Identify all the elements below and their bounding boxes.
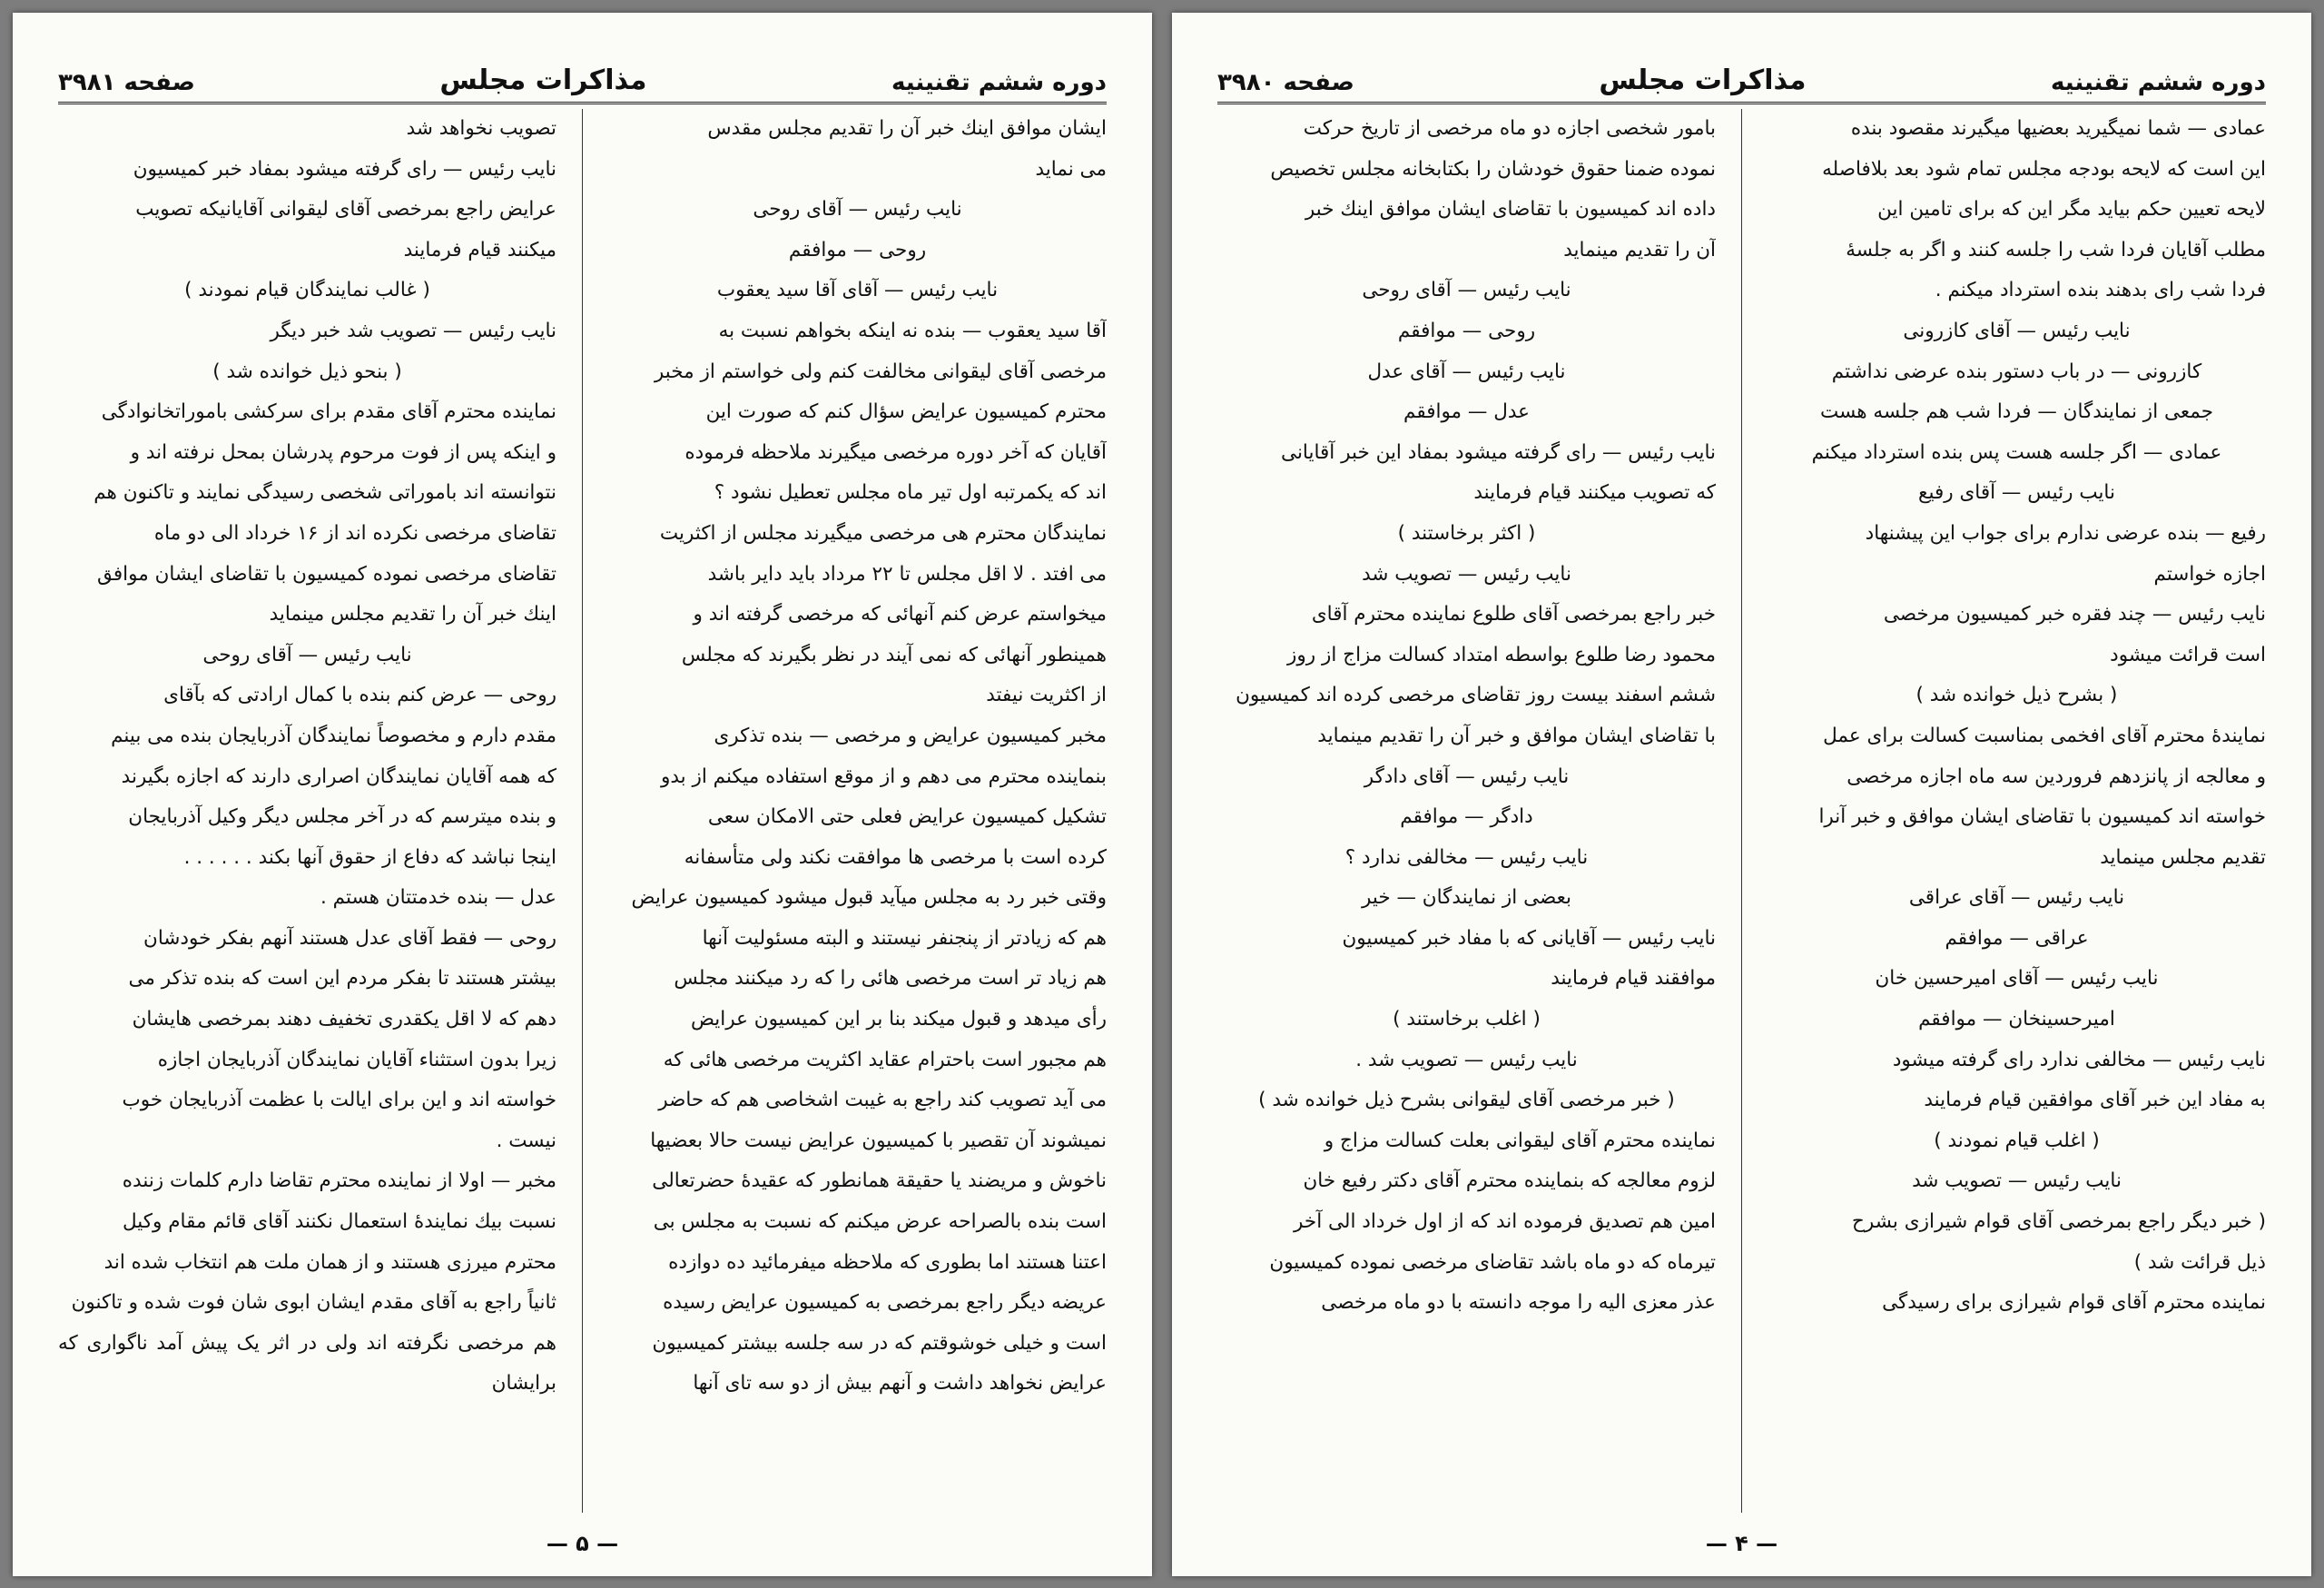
column-right <box>608 109 1107 1513</box>
text-line: نایب رئیس — آقای رفیع <box>1918 481 2115 505</box>
text-line: بعضی از نمایندگان — خیر <box>1361 886 1572 910</box>
text-line: نایب رئیس — مخالفی ندارد ؟ <box>1344 845 1589 869</box>
text-line: اند که یکمرتبه اول تیر ماه مجلس تعطیل نشود ؟ <box>714 481 1107 505</box>
text-line: می نماید <box>1035 157 1107 181</box>
text-line: عذر معزی الیه را موجه دانسته با دو ماه مرخصی <box>1321 1291 1716 1315</box>
text-line: روحی — فقط آقای عدل هستند آنهم بفکر خودشان <box>143 926 556 950</box>
text-line: تشکیل کمیسیون عرایض فعلی حتی الامکان سعی <box>707 805 1107 829</box>
text-line: روحی — موافقم <box>1397 319 1536 342</box>
text-line: روحی — موافقم <box>788 238 927 261</box>
text-line: ثانیاً راجع به آقای مقدم ایشان ابوی شان فوت شده و تاکنون <box>71 1291 556 1315</box>
text-line: محترم کمیسیون عرایض سؤال کنم که صورت این <box>705 400 1107 424</box>
text-line: که تصویب میکنند قیام فرمایند <box>1473 481 1716 505</box>
text-line: نایب رئیس — آقای روحی <box>202 643 412 666</box>
header-page-number: صفحه ۳۹۸۰ <box>1217 69 1354 96</box>
text-line: عریضه دیگر راجع بمرخصی به کمیسیون عرایض رسیده <box>663 1291 1107 1315</box>
text-line: نتوانسته اند باموراتی شخصی رسیدگی نمایند و تاکنون هم <box>94 481 556 505</box>
text-line: داده اند کمیسیون با تقاضای ایشان موافق اینك خبر <box>1305 198 1716 222</box>
text-line: بیشتر هستند تا بفکر مردم این است که بنده تذکر می <box>128 967 556 991</box>
text-line: خواسته اند و این برای ایالت با عظمت آذربایجان خوب <box>122 1089 556 1112</box>
text-line: که همه آقایان نمایندگان اصراری دارند که اجازه بگیرند <box>121 764 556 788</box>
text-line: اینك خبر آن را تقدیم مجلس مینماید <box>269 603 556 626</box>
header-title: مذاکرات مجلس <box>1599 64 1807 96</box>
text-line: هم زیاد تر است مرخصی هائی را که رد میکنند مجلس <box>674 967 1107 991</box>
text-line: اعتنا هستند اما بطوری که ملاحظه میفرمائید ده دوازده <box>668 1250 1107 1274</box>
column-divider <box>582 109 583 1513</box>
text-line: ( خبر مرخصی آقای لیقوانی بشرح ذیل خوانده شد ) <box>1258 1089 1675 1112</box>
text-line: امین هم تصدیق فرموده اند که از اول خرداد الی آخر <box>1294 1210 1716 1234</box>
text-line: نایب رئیس — آقای آقا سید یعقوب <box>716 279 999 302</box>
text-line: نایب رئیس — چند فقره خبر کمیسیون مرخصی <box>1883 603 2266 626</box>
text-line: هم مجبور است باحترام عقاید اکثریت مرخصی هائی که <box>663 1048 1107 1071</box>
text-line: آقایان که آخر دوره مرخصی میگیرند ملاحظه فرموده <box>684 440 1107 464</box>
column-divider <box>1741 109 1742 1513</box>
text-line: هم که زیادتر از پنجنفر نیستند و البته مسئولیت آنها <box>702 926 1107 950</box>
text-line: عراقی — موافقم <box>1945 926 2089 950</box>
text-line: تصویب نخواهد شد <box>406 117 556 140</box>
text-line: کرده است با مرخصی ها موافقت نکند ولی متأسفانه <box>684 845 1107 869</box>
text-line: نایب رئیس — رای گرفته میشود بمفاد این خبر آقایانی <box>1281 440 1716 464</box>
text-line: محمود رضا طلوع بواسطه امتداد کسالت مزاج از روز <box>1287 643 1716 666</box>
header-page-number: صفحه ۳۹۸۱ <box>58 69 195 96</box>
text-line: مخبر کمیسیون عرایض و مرخصی — بنده تذکری <box>714 724 1107 747</box>
page-folio: — ۵ — <box>546 1531 619 1556</box>
text-line: است و خیلی خوشوقتم که در سه جلسه بیشتر کمیسیون <box>652 1331 1107 1355</box>
text-line: نماینده محترم آقای قوام شیرازی برای رسیدگی <box>1882 1291 2266 1315</box>
text-line: ( بنحو ذیل خوانده شد ) <box>212 360 402 383</box>
text-line: نایب رئیس — رای گرفته میشود بمفاد خبر کمیسیون <box>133 157 556 181</box>
text-line: نایب رئیس — تصویب شد خبر دیگر <box>270 319 556 342</box>
text-line: زیرا بدون استثناء آقایان نمایندگان آذربایجان اجازه <box>157 1048 556 1071</box>
text-line: آقا سید یعقوب — بنده نه اینکه بخواهم نسبت به <box>718 319 1107 342</box>
text-line: است قرائت میشود <box>2110 643 2266 666</box>
text-line: بامور شخصی اجازه دو ماه مرخصی از تاریخ حرکت <box>1303 117 1716 140</box>
text-line: لزوم معالجه که بنماینده محترم آقای دکتر رفیع خان <box>1303 1169 1716 1193</box>
left-page <box>13 13 1152 1576</box>
text-line: عدل — بنده خدمتتان هستم . <box>320 886 556 910</box>
text-line: ( اغلب برخاستند ) <box>1393 1008 1541 1031</box>
text-line: محترم میرزی هستند و از همان ملت هم انتخاب شده اند <box>103 1250 556 1274</box>
text-line: تقدیم مجلس مینماید <box>2100 845 2266 869</box>
text-line: این است که لایحه بودجه مجلس تمام شود بعد بلافاصله <box>1822 157 2266 181</box>
text-line: میخواستم عرض کنم آنهائی که مرخصی گرفته اند و <box>693 603 1107 626</box>
page-folio: — ۴ — <box>1705 1531 1778 1556</box>
text-line: نایب رئیس — آقای عراقی <box>1908 886 2125 910</box>
text-line: نایب رئیس — آقای کازرونی <box>1903 319 2131 342</box>
text-line: نمایندگان محترم هی مرخصی میگیرند مجلس از اکثریت <box>659 521 1107 545</box>
text-line: با تقاضای ایشان موافق و خبر آن را تقدیم مینماید <box>1317 724 1716 747</box>
text-line: است بنده بالصراحه عرض میکنم که نسبت به مجلس بی <box>653 1210 1107 1234</box>
text-line: مخبر — اولا از نماینده محترم تقاضا دارم کلمات زننده <box>122 1169 556 1193</box>
text-line: نایب رئیس — تصویب شد <box>1912 1169 2122 1193</box>
text-line: روحی — عرض کنم بنده با کمال ارادتی که بآقای <box>163 684 556 707</box>
text-line: نسبت بیك نمایندهٔ استعمال نکنند آقای قائم مقام وکیل <box>123 1210 556 1234</box>
text-line: نایب رئیس — تصویب شد <box>1362 562 1571 586</box>
text-line: خبر راجع بمرخصی آقای طلوع نماینده محترم آقای <box>1311 603 1716 626</box>
text-line: تقاضای مرخصی نکرده اند از ۱۶ خرداد الی دو ماه <box>153 521 556 545</box>
text-line: لایحه تعیین حکم بیاید مگر این که برای تامین این <box>1877 198 2266 222</box>
page-header <box>58 33 1107 104</box>
text-line: و معالجه از پانزدهم فروردین سه ماه اجازه مرخصی <box>1846 764 2266 788</box>
text-line: ایشان موافق اینك خبر آن را تقدیم مجلس مقدس <box>707 117 1107 140</box>
text-line: عمادی — شما نمیگیرید بعضیها میگیرند مقصود بنده <box>1850 117 2266 140</box>
text-line: آن را تقدیم مینماید <box>1563 238 1716 261</box>
text-line: و اینکه پس از فوت مرحوم پدرشان بمحل نرفته اند و <box>130 440 556 464</box>
text-line: جمعی از نمایندگان — فردا شب هم جلسه هست <box>1819 400 2214 424</box>
text-line: همینطور آنهائی که نمی آیند در نظر بگیرند که مجلس <box>681 643 1107 666</box>
text-line: نایب رئیس — تصویب شد . <box>1355 1048 1578 1071</box>
text-line: فردا شب رای بدهند بنده استرداد میکنم . <box>1935 279 2266 302</box>
column-left <box>1217 109 1716 1513</box>
text-line: ( اکثر برخاستند ) <box>1397 521 1536 545</box>
text-line: عرایض راجع بمرخصی آقای لیقوانی آقایانیکه تصویب <box>135 198 556 222</box>
text-line: می افتد . لا اقل مجلس تا ۲۲ مرداد باید دایر باشد <box>707 562 1107 586</box>
text-line: اجازه خواستم <box>2153 562 2266 586</box>
text-line: ذیل قرائت شد ) <box>2133 1250 2266 1274</box>
text-line: هم مرخصی نگرفته اند ولی در اثر یک پیش آمد ناگواری که برایشان <box>58 1331 556 1396</box>
text-line: نایب رئیس — آقای امیرحسین خان <box>1875 967 2159 991</box>
text-line: وقتی خبر رد به مجلس میآید قبول میشود کمیسیون عرایض <box>631 886 1107 910</box>
text-line: می آید تصویب کند راجع به غیبت اشخاصی هم که حاضر <box>658 1089 1107 1112</box>
text-columns <box>58 109 1107 1513</box>
text-line: تقاضای مرخصی نموده کمیسیون با تقاضای ایشان موافق <box>96 562 556 586</box>
text-line: نایب رئیس — آقای عدل <box>1367 360 1566 383</box>
text-line: دادگر — موافقم <box>1400 805 1533 829</box>
text-line: ششم اسفند بیست روز تقاضای مرخصی کرده اند کمیسیون <box>1236 684 1716 707</box>
text-line: موافقند قیام فرمایند <box>1551 967 1716 991</box>
text-line: میکنند قیام فرمایند <box>403 238 556 261</box>
text-line: عمادی — اگر جلسه هست پس بنده استرداد میکنم <box>1811 440 2222 464</box>
text-line: نماینده محترم آقای لیقوانی بعلت کسالت مزاج و <box>1324 1129 1716 1152</box>
text-line: عرایض نخواهد داشت و آنهم بیش از دو سه تای آنها <box>693 1372 1107 1396</box>
text-line: ( خبر دیگر راجع بمرخصی آقای قوام شیرازی بشرح <box>1852 1210 2266 1234</box>
header-session: دوره ششم تقنینیه <box>891 69 1107 96</box>
text-line: نیست . <box>496 1129 556 1152</box>
right-page <box>1172 13 2311 1576</box>
header-session: دوره ششم تقنینیه <box>2050 69 2266 96</box>
text-columns <box>1217 109 2266 1513</box>
text-line: رأی میدهد و قبول میکند بنا بر این کمیسیون عرایض <box>690 1008 1107 1031</box>
text-line: دهم که لا اقل یکقدری تخفیف دهند بمرخصی هایشان <box>132 1008 556 1031</box>
text-line: اینجا نباشد که دفاع از حقوق آنها بکند . . . . . . <box>183 845 556 869</box>
text-line: ( بشرح ذیل خوانده شد ) <box>1915 684 2118 707</box>
column-left <box>58 109 556 1513</box>
text-line: ( اغلب قیام نمودند ) <box>1934 1129 2100 1152</box>
header-title: مذاکرات مجلس <box>439 64 647 96</box>
text-line: مرخصی آقای لیقوانی مخالفت کنم ولی خواستم از مخبر <box>654 360 1107 383</box>
text-line: ناخوش و مریضند یا حقیقة همانطور که عقیدهٔ حضرتعالی <box>652 1169 1107 1193</box>
text-line: کازرونی — در باب دستور بنده عرضی نداشتم <box>1831 360 2202 383</box>
text-line: مطلب آقایان فردا شب را جلسه کنند و اگر به جلسهٔ <box>1846 238 2266 261</box>
text-line: مقدم دارم و مخصوصاً نمایندگان آذربایجان بنده می بینم <box>111 724 556 747</box>
text-line: از اکثریت نیفتد <box>986 684 1107 707</box>
text-line: نماینده محترم آقای مقدم برای سرکشی باموراتخانوادگی <box>101 400 556 424</box>
text-line: نایب رئیس — آقای دادگر <box>1364 764 1570 788</box>
text-line: رفیع — بنده عرضی ندارم برای جواب این پیشنهاد <box>1865 521 2266 545</box>
text-line: نمیشوند آن تقصیر با کمیسیون عرایض نیست حالا بعضیها <box>650 1129 1107 1152</box>
text-line: عدل — موافقم <box>1403 400 1530 424</box>
text-line: نایب رئیس — مخالفی ندارد رای گرفته میشود <box>1892 1048 2266 1071</box>
page-header <box>1217 33 2266 104</box>
text-line: ( غالب نمایندگان قیام نمودند ) <box>184 279 430 302</box>
text-line: نایب رئیس — آقای روحی <box>1362 279 1571 302</box>
text-line: نایب رئیس — آقایانی که با مفاد خبر کمیسیون <box>1342 926 1716 950</box>
text-line: خواسته اند کمیسیون با تقاضای ایشان موافق و خبر آنرا <box>1818 805 2266 829</box>
text-line: و بنده میترسم که در آخر مجلس دیگر وکیل آذربایجان <box>128 805 556 829</box>
text-line: امیرحسینخان — موافقم <box>1918 1008 2115 1031</box>
text-line: بنماینده محترم می دهم و از موقع استفاده میکنم از بدو <box>660 764 1107 788</box>
text-line: نمایندهٔ محترم آقای افخمی بمناسبت کسالت برای عمل <box>1823 724 2266 747</box>
text-line: به مفاد این خبر آقای موافقین قیام فرمایند <box>1924 1089 2266 1112</box>
text-line: تیرماه که دو ماه باشد تقاضای مرخصی نموده کمیسیون <box>1269 1250 1716 1274</box>
text-line: نایب رئیس — آقای روحی <box>753 198 962 222</box>
column-right <box>1768 109 2266 1513</box>
text-line: نموده ضمنا حقوق خودشان را بکتابخانه مجلس تخصیص <box>1270 157 1716 181</box>
